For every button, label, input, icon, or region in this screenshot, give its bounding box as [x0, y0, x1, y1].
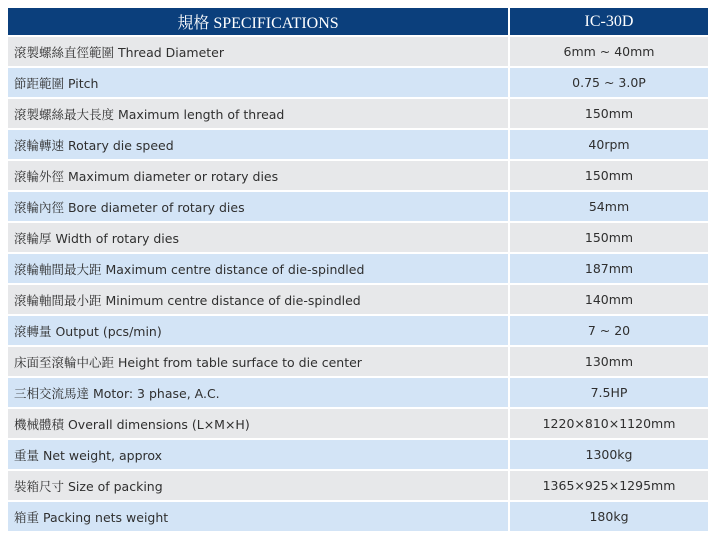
spec-label: 滾輪內徑 Bore diameter of rotary dies: [8, 192, 508, 221]
table-row: [8, 285, 708, 314]
spec-value: 0.75 ~ 3.0P: [510, 68, 708, 97]
spec-value: 150mm: [510, 161, 708, 190]
spec-value: 1365×925×1295mm: [510, 471, 708, 500]
spec-value: 1220×810×1120mm: [510, 409, 708, 438]
spec-label: 滾轉量 Output (pcs/min): [8, 316, 508, 345]
spec-label: 滾製螺絲直徑範圍 Thread Diameter: [8, 37, 508, 66]
table-header-row: [8, 8, 708, 35]
spec-label: 滾輪厚 Width of rotary dies: [8, 223, 508, 252]
spec-value: 1300kg: [510, 440, 708, 469]
spec-label: 床面至滾輪中心距 Height from table surface to die center: [8, 347, 508, 376]
spec-label: 滾輪轉速 Rotary die speed: [8, 130, 508, 159]
specifications-table: [6, 6, 710, 533]
table-row: [8, 37, 708, 66]
table-row: [8, 347, 708, 376]
spec-label: 滾輪軸間最小距 Minimum centre distance of die-spindled: [8, 285, 508, 314]
table-row: [8, 99, 708, 128]
spec-label: 節距範圍 Pitch: [8, 68, 508, 97]
table-row: [8, 223, 708, 252]
model-header-cell: IC-30D: [510, 8, 708, 35]
spec-label: 三相交流馬達 Motor: 3 phase, A.C.: [8, 378, 508, 407]
table-row: [8, 409, 708, 438]
spec-value: 54mm: [510, 192, 708, 221]
spec-value: 130mm: [510, 347, 708, 376]
spec-header-cell: 規格 SPECIFICATIONS: [8, 8, 508, 35]
spec-value: 7 ~ 20: [510, 316, 708, 345]
spec-value: 7.5HP: [510, 378, 708, 407]
table-row: [8, 316, 708, 345]
table-row: [8, 502, 708, 531]
spec-value: 40rpm: [510, 130, 708, 159]
spec-label: 箱重 Packing nets weight: [8, 502, 508, 531]
spec-label: 重量 Net weight, approx: [8, 440, 508, 469]
table-row: [8, 471, 708, 500]
spec-label: 裝箱尺寸 Size of packing: [8, 471, 508, 500]
table-row: [8, 378, 708, 407]
table-row: [8, 130, 708, 159]
spec-label: 滾輪外徑 Maximum diameter or rotary dies: [8, 161, 508, 190]
table-row: [8, 68, 708, 97]
spec-label: 滾輪軸間最大距 Maximum centre distance of die-spindled: [8, 254, 508, 283]
spec-value: 150mm: [510, 223, 708, 252]
spec-value: 150mm: [510, 99, 708, 128]
spec-value: 140mm: [510, 285, 708, 314]
table-row: [8, 254, 708, 283]
spec-value: 187mm: [510, 254, 708, 283]
spec-label: 滾製螺絲最大長度 Maximum length of thread: [8, 99, 508, 128]
table-row: [8, 161, 708, 190]
table-row: [8, 192, 708, 221]
table-row: [8, 440, 708, 469]
spec-value: 6mm ~ 40mm: [510, 37, 708, 66]
spec-label: 機械體積 Overall dimensions (L×M×H): [8, 409, 508, 438]
spec-value: 180kg: [510, 502, 708, 531]
